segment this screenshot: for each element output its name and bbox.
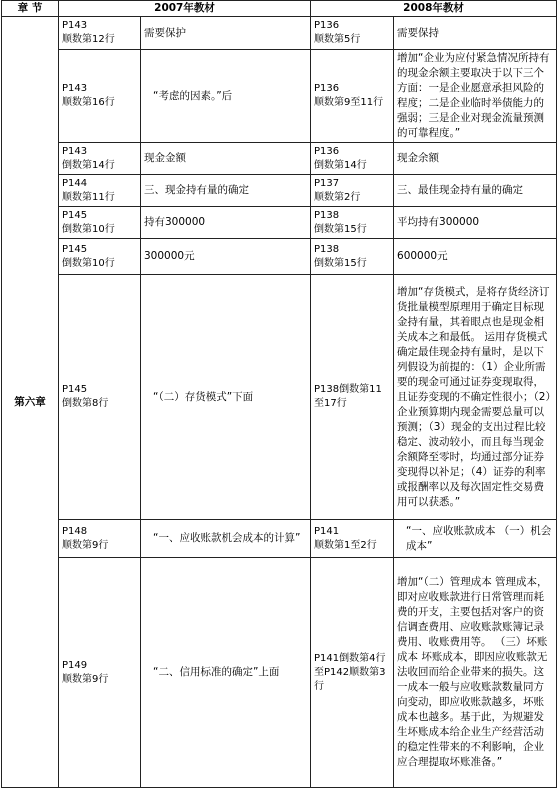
old-text-cell: “一、应收账款机会成本的计算” [141,520,311,558]
new-ref-cell: P141倒数第4行至P142顺数第3行 [311,558,394,788]
old-text-cell: 三、现金持有量的确定 [141,175,311,207]
table-row [2,275,557,520]
old-ref-cell: P143 倒数第14行 [59,143,141,175]
old-ref-cell: P145 倒数第10行 [59,207,141,239]
old-text-cell: 需要保护 [141,17,311,50]
new-text-cell: 增加“（二）管理成本 管理成本，即对应收账款进行日常管理而耗费的开支，主要包括对客户的资信调查费用、应收账款账簿记录费用、收账费用等。 （三）坏账成本 坏账成本，即因应收账款无法收回而给企业带来的损失。这一成本一般与应收账款数量同方向变动，即应收账款越多，坏账成本也越多。基于此，为规避发生坏账成本给企业生产经营活动的稳定性带来的不利影响，企业应合理提取坏账准备。” [394,558,557,788]
old-text-cell: 现金金额 [141,143,311,175]
old-text-cell: 300000元 [141,239,311,275]
table-header-row [2,1,557,17]
header-2007: 2007年教材 [59,1,311,17]
table-row [2,17,557,50]
new-text-cell: “一、应收账款成本 （一）机会成本” [394,520,557,558]
new-ref-cell: P136 倒数第14行 [311,143,394,175]
table-row [2,207,557,239]
table-row [2,175,557,207]
new-text-cell: 平均持有300000 [394,207,557,239]
old-ref-cell: P148 顺数第9行 [59,520,141,558]
header-chapter: 章 节 [2,1,59,17]
new-text-cell: 需要保持 [394,17,557,50]
table-row [2,520,557,558]
new-text-cell: 600000元 [394,239,557,275]
header-2008: 2008年教材 [311,1,557,17]
chapter-cell: 第六章 [2,17,59,788]
table-row [2,558,557,788]
new-text-cell: 现金余额 [394,143,557,175]
old-text-cell: “考虑的因素。”后 [141,50,311,143]
new-ref-cell: P136 顺数第5行 [311,17,394,50]
new-ref-cell: P138 倒数第15行 [311,207,394,239]
table-row [2,50,557,143]
table-row [2,143,557,175]
old-ref-cell: P145 倒数第10行 [59,239,141,275]
old-ref-cell: P145 倒数第8行 [59,275,141,520]
old-ref-cell: P144 顺数第11行 [59,175,141,207]
new-ref-cell: P137 顺数第2行 [311,175,394,207]
old-text-cell: 持有300000 [141,207,311,239]
old-ref-cell: P143 顺数第16行 [59,50,141,143]
new-text-cell: 三、最佳现金持有量的确定 [394,175,557,207]
old-ref-cell: P149 顺数第9行 [59,558,141,788]
new-text-cell: 增加“企业为应付紧急情况所持有的现金余额主要取决于以下三个方面：一是企业愿意承担风险的程度；二是企业临时举债能力的强弱；三是企业对现金流量预测的可靠程度。” [394,50,557,143]
old-text-cell: “二、信用标准的确定”上面 [141,558,311,788]
old-text-cell: “（二）存货模式”下面 [141,275,311,520]
new-text-cell: 增加“存货模式，是将存货经济订货批量模型原理用于确定目标现金持有量，其着眼点也是现金相关成本之和最低。 运用存货模式确定最佳现金持有量时，是以下列假设为前提的：（1）企业所需要的现金可通过证券变现取得，且证券变现的不确定性很小；（2）企业预算期内现金需要总量可以预测；（3）现金的支出过程比较稳定、波动较小，而且每当现金余额降至零时，均通过部分证券变现得以补足；（4）证券的利率或报酬率以及每次固定性交易费用可以获悉。” [394,275,557,520]
new-ref-cell: P141 顺数第1至2行 [311,520,394,558]
textbook-changes-table [1,0,557,788]
old-ref-cell: P143 顺数第12行 [59,17,141,50]
table-row [2,239,557,275]
new-ref-cell: P136 顺数第9至11行 [311,50,394,143]
new-ref-cell: P138倒数第11至17行 [311,275,394,520]
new-ref-cell: P138 倒数第15行 [311,239,394,275]
